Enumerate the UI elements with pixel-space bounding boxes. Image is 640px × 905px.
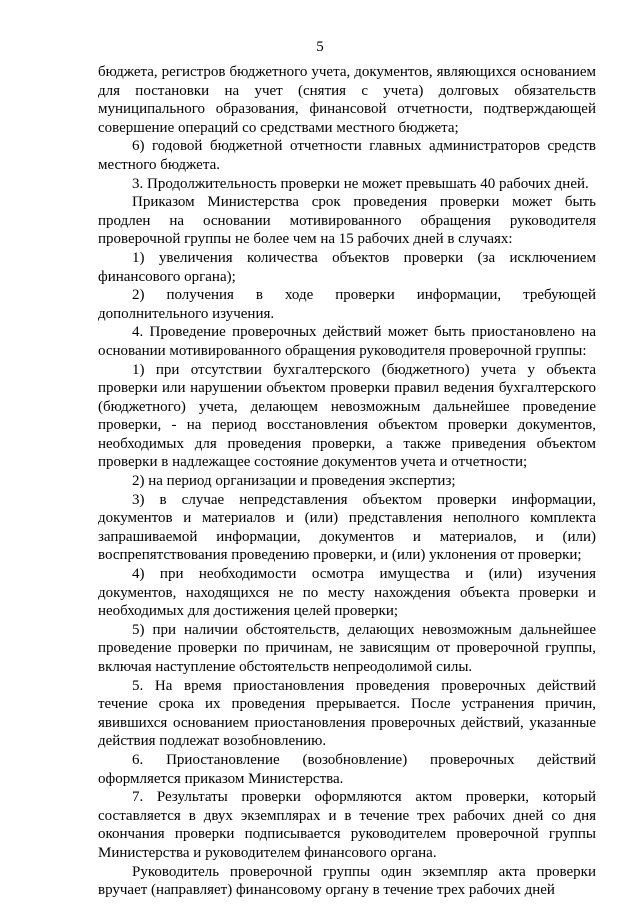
- paragraph: 6) годовой бюджетной отчетности главных администраторов средств местного бюджета.: [98, 138, 596, 173]
- page-number: 5: [316, 39, 324, 55]
- body-text: [98, 63, 596, 900]
- paragraph: 6. Приостановление (возобновление) проверочных действий оформляется приказом Министерства.: [98, 751, 596, 787]
- paragraph: 3) в случае непредставления объектом проверки информации, документов и материалов и (или) представления неполного комплекта запрашиваемой информации, документов и материалов, и (или) воспрепятствования проведению проверки, и (или) уклонения от проверки;: [98, 491, 596, 564]
- paragraph: 2) получения в ходе проверки информации, требующей дополнительного изучения.: [98, 287, 596, 322]
- paragraph: 5) при наличии обстоятельств, делающих невозможным дальнейшее проведение проверки по причинам, не зависящим от проверочной группы, включая наступление обстоятельств непреодолимой силы.: [98, 621, 596, 675]
- paragraph: 1) при отсутствии бухгалтерского (бюджетного) учета у объекта проверки или нарушении объектом проверки правил ведения бухгалтерского (бюджетного) учета, делающем невозможным дальнейшее проведение проверки, - на период восстановления объектом проверки документов, необходимых для проведения проверки, а также приведения объектом проверки в надлежащее состояние документов учета и отчетности;: [98, 361, 596, 471]
- paragraph: 4. Проведение проверочных действий может быть приостановлено на основании мотивированного обращения руководителя проверочной группы:: [98, 324, 596, 359]
- paragraph: Приказом Министерства срок проведения проверки может быть продлен на основании мотивированного обращения руководителя проверочной группы не более чем на 15 рабочих дней в случаях:: [98, 194, 596, 248]
- paragraph: 4) при необходимости осмотра имущества и (или) изучения документов, находящихся не по месту нахождения объекта проверки и необходимых для достижения целей проверки;: [98, 566, 596, 620]
- paragraph-continuation: бюджета, регистров бюджетного учета, документов, являющихся основанием для постановки на учет (снятия с учета) долговых обязательств муниципального образования, финансовой отчетности, подтверждающей совершение операций со средствами местного бюджета;: [98, 64, 596, 136]
- paragraph: 3. Продолжительность проверки не может превышать 40 рабочих дней.: [132, 175, 589, 192]
- paragraph: 5. На время приостановления проведения проверочных действий течение срока их проведения прерывается. После устранения причин, явившихся основанием приостановления проверочных действий, указанные действия подлежат возобновлению.: [98, 677, 596, 750]
- paragraph: 1) увеличения количества объектов проверки (за исключением финансового органа);: [98, 249, 596, 285]
- paragraph: Руководитель проверочной группы один экземпляр акта проверки вручает (направляет) финансовому органу в течение трех рабочих дней: [98, 863, 596, 899]
- paragraph: 7. Результаты проверки оформляются актом проверки, который составляется в двух экземплярах и в течение трех рабочих дней со дня окончания проверки подписывается руководителем проверочной группы Министерства и руководителем финансового органа.: [98, 789, 596, 861]
- paragraph: 2) на период организации и проведения экспертиз;: [132, 473, 456, 490]
